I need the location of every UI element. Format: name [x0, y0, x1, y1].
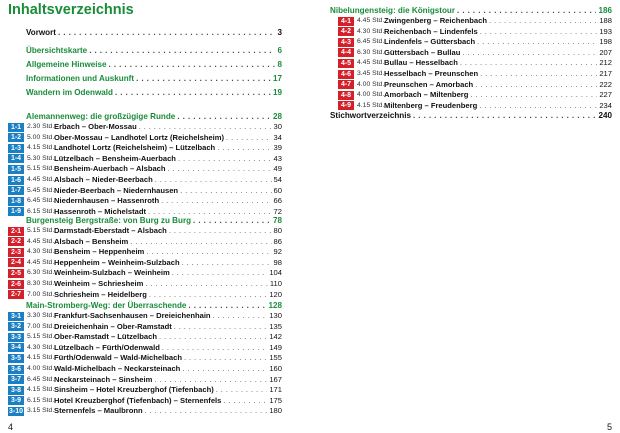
- route-name: Neckarsteinach – Sinsheim: [54, 374, 153, 384]
- entry-page: 8: [277, 60, 282, 69]
- route-name: Landhotel Lortz (Reichelsheim) – Lützelbach: [54, 143, 216, 153]
- route-name: Alsbach – Nieder-Beerbach: [54, 175, 153, 184]
- section-page: 78: [272, 216, 282, 225]
- route-page: 167: [269, 374, 282, 384]
- stage-badge: 3-10: [8, 407, 23, 415]
- stage-badge: 1-8: [8, 197, 24, 206]
- leader-dots: [162, 343, 267, 353]
- leader-dots: [58, 27, 276, 38]
- stage-badge: 4-9: [338, 101, 354, 110]
- leader-dots: [184, 353, 267, 363]
- page-number-left: 4: [8, 422, 14, 432]
- walk-time: 4.15 Std.: [27, 144, 55, 152]
- route-name: Bensheim – Heppenheim: [54, 247, 145, 257]
- route-entry[interactable]: [8, 406, 282, 416]
- leader-dots: [178, 154, 272, 164]
- route-entry[interactable]: [8, 353, 282, 363]
- route-name: Fürth/Odenwald – Wald-Michelbach: [54, 353, 182, 363]
- route-page: 160: [269, 364, 282, 373]
- stage-badge: 2-3: [8, 248, 24, 257]
- front-matter-entry[interactable]: [26, 27, 282, 38]
- leader-dots: [109, 59, 276, 70]
- route-entry[interactable]: [338, 58, 612, 68]
- stage-badge: 3-9: [8, 396, 24, 405]
- stage-badge: 1-9: [8, 207, 24, 216]
- index-entry[interactable]: [330, 110, 612, 121]
- route-page: 198: [599, 37, 612, 47]
- leader-dots: [139, 122, 272, 132]
- walk-time: 4.00 Std.: [357, 91, 385, 99]
- route-entry[interactable]: [8, 396, 282, 406]
- route-page: 227: [599, 90, 612, 100]
- route-name: Weinheim – Schriesheim: [54, 279, 144, 288]
- route-name: Niedernhausen – Hassenroth: [54, 196, 160, 206]
- route-entry[interactable]: [8, 237, 282, 247]
- section-title: Nibelungensteig: die Königstour: [330, 6, 456, 15]
- route-name: Lindenfels – Güttersbach: [384, 37, 476, 47]
- route-page: 135: [269, 321, 282, 331]
- page-title: Inhaltsverzeichnis: [8, 2, 134, 18]
- route-page: 110: [269, 279, 282, 288]
- route-entry[interactable]: [8, 154, 282, 164]
- route-name: Lützelbach – Bensheim-Auerbach: [54, 153, 176, 163]
- route-page: 207: [599, 47, 612, 57]
- route-entry[interactable]: [8, 343, 282, 353]
- route-page: 234: [599, 100, 612, 110]
- route-name: Hesselbach – Preunschen: [384, 69, 479, 78]
- route-name: Amorbach – Miltenberg: [384, 90, 469, 100]
- route-page: 30: [273, 122, 282, 131]
- leader-dots: [169, 226, 272, 236]
- leader-dots: [154, 375, 267, 385]
- route-entry[interactable]: [8, 175, 282, 185]
- stage-badge: 1-2: [8, 133, 24, 142]
- section-heading[interactable]: [26, 215, 282, 226]
- walk-time: 8.30 Std.: [27, 280, 55, 287]
- entry-page: 6: [277, 46, 282, 55]
- leader-dots: [168, 164, 272, 174]
- route-page: 120: [269, 289, 282, 299]
- route-entry[interactable]: [8, 311, 282, 321]
- route-entry[interactable]: [8, 143, 282, 153]
- walk-time: 2.30 Std.: [27, 123, 55, 130]
- entry-page: 3: [277, 28, 282, 37]
- leader-dots: [226, 133, 272, 143]
- leader-dots: [177, 111, 271, 122]
- section-heading[interactable]: [330, 5, 612, 16]
- walk-time: 7.00 Std.: [27, 290, 55, 298]
- route-entry[interactable]: [338, 16, 612, 26]
- stage-badge: 1-3: [8, 144, 24, 153]
- entry-page: 240: [598, 111, 612, 120]
- route-name: Miltenberg – Freudenberg: [384, 100, 478, 110]
- entry-title: Übersichtskarte: [26, 46, 88, 55]
- leader-dots: [413, 110, 597, 121]
- leader-dots: [130, 237, 271, 247]
- route-page: 188: [599, 16, 612, 25]
- route-name: Heppenheim – Weinheim-Sulzbach: [54, 257, 180, 267]
- section-page: 186: [598, 6, 612, 15]
- entry-title: Stichwortverzeichnis: [330, 111, 411, 120]
- leader-dots: [457, 5, 596, 16]
- route-page: 49: [273, 164, 282, 174]
- route-page: 80: [273, 226, 282, 235]
- walk-time: 5.15 Std.: [27, 227, 55, 234]
- leader-dots: [155, 175, 272, 185]
- walk-time: 4.45 Std.: [27, 176, 55, 183]
- route-page: 142: [269, 332, 282, 342]
- route-name: Ober-Ramstadt – Lützelbach: [54, 332, 157, 342]
- stage-badge: 1-1: [8, 123, 24, 132]
- route-page: 86: [273, 236, 282, 246]
- route-page: 43: [273, 153, 282, 163]
- entry-title: Vorwort: [26, 28, 56, 37]
- route-name: Ober-Mossau – Landhotel Lortz (Reichelsheim): [54, 132, 225, 142]
- section-title: Burgensteig Bergstraße: von Burg zu Burg: [26, 216, 192, 225]
- stage-badge: 1-6: [8, 176, 24, 185]
- route-name: Preunschen – Amorbach: [384, 79, 474, 89]
- entry-page: 17: [272, 74, 282, 83]
- route-name: Weinheim-Sulzbach – Weinheim: [54, 268, 170, 278]
- leader-dots: [193, 215, 271, 226]
- route-name: Wald-Michelbach – Neckarsteinach: [54, 364, 181, 373]
- leader-dots: [89, 45, 275, 56]
- route-entry[interactable]: [8, 322, 282, 332]
- leader-dots: [159, 332, 267, 342]
- route-name: Nieder-Beerbach – Niedernhausen: [54, 185, 179, 195]
- route-page: 60: [273, 185, 282, 195]
- stage-badge: 4-8: [338, 91, 354, 100]
- leader-dots: [475, 80, 597, 90]
- section-heading[interactable]: [26, 111, 282, 122]
- stage-badge: 3-7: [8, 375, 24, 384]
- route-page: 175: [269, 395, 282, 405]
- walk-time: 4.45 Std.: [357, 59, 385, 67]
- route-name: Hotel Kreuzberghof (Tiefenbach) – Sternenfels: [54, 395, 222, 405]
- route-name: Reichenbach – Lindenfels: [384, 26, 478, 36]
- route-entry[interactable]: [338, 90, 612, 100]
- walk-time: 3.15 Std.: [27, 407, 55, 415]
- front-matter-entry[interactable]: [26, 87, 282, 98]
- page-number-right: 5: [607, 422, 613, 432]
- route-entry[interactable]: [8, 226, 282, 236]
- route-page: 171: [269, 385, 282, 395]
- stage-badge: 2-5: [8, 269, 24, 278]
- leader-dots: [161, 196, 271, 206]
- walk-time: 4.45 Std.: [27, 258, 55, 266]
- route-entry[interactable]: [338, 80, 612, 90]
- entry-title: Informationen und Auskunft: [26, 74, 135, 83]
- leader-dots: [462, 48, 597, 58]
- leader-dots: [217, 143, 271, 153]
- walk-time: 6.45 Std.: [357, 38, 385, 46]
- route-entry[interactable]: [8, 385, 282, 395]
- stage-badge: 4-7: [338, 80, 354, 89]
- walk-time: 4.00 Std.: [357, 80, 385, 88]
- route-entry[interactable]: [8, 258, 282, 268]
- front-matter-entry[interactable]: [26, 73, 282, 84]
- leader-dots: [146, 247, 271, 257]
- route-name: Güttersbach – Bullau: [384, 47, 461, 57]
- walk-time: 4.00 Std.: [27, 365, 55, 372]
- walk-time: 4.15 Std.: [357, 101, 385, 109]
- walk-time: 7.00 Std.: [27, 322, 55, 330]
- stage-badge: 2-2: [8, 237, 24, 246]
- route-page: 98: [273, 257, 282, 267]
- route-name: Bullau – Hesselbach: [384, 58, 458, 68]
- walk-time: 4.15 Std.: [27, 354, 55, 362]
- walk-time: 3.45 Std.: [357, 70, 385, 77]
- stage-badge: 1-5: [8, 165, 24, 174]
- leader-dots: [145, 406, 268, 416]
- route-page: 92: [273, 247, 282, 257]
- route-page: 34: [273, 132, 282, 142]
- stage-badge: 4-1: [338, 17, 354, 26]
- entry-title: Wandern im Odenwald: [26, 88, 113, 97]
- stage-badge: 3-3: [8, 333, 24, 342]
- leader-dots: [480, 27, 598, 37]
- leader-dots: [477, 37, 597, 47]
- route-name: Lützelbach – Fürth/Odenwald: [54, 342, 160, 352]
- walk-time: 3.30 Std.: [27, 312, 55, 319]
- leader-dots: [460, 58, 597, 68]
- leader-dots: [213, 311, 268, 321]
- walk-time: 6.45 Std.: [27, 375, 55, 383]
- walk-time: 6.15 Std.: [27, 396, 55, 404]
- stage-badge: 3-4: [8, 343, 24, 352]
- stage-badge: 4-6: [338, 70, 354, 79]
- section-page: 28: [272, 112, 282, 121]
- route-name: Frankfurt-Sachsenhausen – Dreieichenhain: [54, 311, 211, 320]
- route-entry[interactable]: [338, 27, 612, 37]
- leader-dots: [182, 258, 272, 268]
- stage-badge: 1-4: [8, 154, 24, 163]
- walk-time: 4.30 Std.: [27, 343, 55, 351]
- route-entry[interactable]: [8, 375, 282, 385]
- route-page: 212: [599, 58, 612, 68]
- route-page: 155: [269, 353, 282, 363]
- route-name: Sternenfels – Maulbronn: [54, 406, 143, 416]
- entry-page: 19: [272, 88, 282, 97]
- route-page: 104: [269, 268, 282, 278]
- leader-dots: [480, 69, 597, 79]
- route-page: 193: [599, 26, 612, 36]
- section-heading[interactable]: [26, 300, 282, 311]
- stage-badge: 3-5: [8, 354, 24, 363]
- route-page: 72: [273, 206, 282, 216]
- walk-time: 4.45 Std.: [27, 237, 55, 245]
- route-page: 149: [269, 342, 282, 352]
- route-page: 39: [273, 143, 282, 153]
- route-page: 222: [599, 79, 612, 89]
- walk-time: 4.30 Std.: [27, 248, 55, 256]
- route-entry[interactable]: [8, 268, 282, 278]
- leader-dots: [470, 90, 597, 100]
- route-page: 54: [273, 175, 282, 184]
- walk-time: 4.30 Std.: [357, 27, 385, 35]
- leader-dots: [172, 268, 268, 278]
- leader-dots: [223, 396, 267, 406]
- route-name: Bensheim-Auerbach – Alsbach: [54, 164, 166, 174]
- right-page: [310, 0, 620, 433]
- walk-time: 5.45 Std.: [27, 186, 55, 194]
- stage-badge: 3-6: [8, 365, 24, 374]
- leader-dots: [145, 279, 268, 289]
- leader-dots: [174, 322, 268, 332]
- stage-badge: 4-3: [338, 38, 354, 47]
- stage-badge: 3-8: [8, 386, 24, 395]
- route-entry[interactable]: [8, 164, 282, 174]
- entry-title: Allgemeine Hinweise: [26, 60, 107, 69]
- walk-time: 4.45 Std.: [357, 17, 385, 24]
- route-entry[interactable]: [8, 122, 282, 132]
- route-name: Erbach – Ober-Mossau: [54, 122, 137, 131]
- stage-badge: 4-2: [338, 27, 354, 36]
- route-page: 66: [273, 196, 282, 206]
- walk-time: 5.15 Std.: [27, 165, 55, 173]
- route-page: 180: [269, 406, 282, 416]
- stage-badge: 4-4: [338, 48, 354, 57]
- route-page: 217: [599, 69, 612, 78]
- leader-dots: [136, 73, 271, 84]
- walk-time: 6.45 Std.: [27, 197, 55, 205]
- route-entry[interactable]: [8, 133, 282, 143]
- walk-time: 6.30 Std.: [27, 269, 55, 277]
- route-name: Alsbach – Bensheim: [54, 236, 129, 246]
- route-name: Darmstadt-Eberstadt – Alsbach: [54, 226, 167, 235]
- leader-dots: [180, 186, 271, 196]
- front-matter-entry[interactable]: [26, 45, 282, 56]
- leader-dots: [115, 87, 271, 98]
- route-entry[interactable]: [338, 69, 612, 79]
- route-name: Dreieichenhain – Ober-Ramstadt: [54, 321, 172, 331]
- route-entry[interactable]: [8, 247, 282, 257]
- stage-badge: 4-5: [338, 59, 354, 68]
- route-entry[interactable]: [8, 290, 282, 300]
- walk-time: 6.15 Std.: [27, 207, 55, 215]
- stage-badge: 3-1: [8, 312, 24, 321]
- stage-badge: 3-2: [8, 322, 24, 331]
- stage-badge: 1-7: [8, 186, 24, 195]
- route-name: Sinsheim – Hotel Kreuzberghof (Tiefenbach): [54, 385, 214, 395]
- route-entry[interactable]: [338, 37, 612, 47]
- route-name: Zwingenberg – Reichenbach: [384, 16, 487, 25]
- section-title: Main-Stromberg-Weg: der Überraschende: [26, 301, 187, 310]
- walk-time: 5.00 Std.: [27, 133, 55, 141]
- route-page: 130: [269, 311, 282, 320]
- leader-dots: [216, 385, 268, 395]
- route-name: Schriesheim – Heidelberg: [54, 289, 147, 299]
- stage-badge: 2-1: [8, 227, 24, 236]
- stage-badge: 2-6: [8, 280, 24, 289]
- route-entry[interactable]: [338, 48, 612, 58]
- route-entry[interactable]: [8, 279, 282, 289]
- section-page: 128: [268, 301, 282, 310]
- stage-badge: 2-7: [8, 290, 24, 299]
- walk-time: 6.30 Std.: [357, 48, 385, 56]
- section-title: Alemannenweg: die großzügige Runde: [26, 112, 176, 121]
- walk-time: 5.15 Std.: [27, 333, 55, 341]
- walk-time: 4.15 Std.: [27, 386, 55, 394]
- route-name: Hassenroth – Michelstadt: [54, 206, 146, 216]
- route-entry[interactable]: [8, 364, 282, 374]
- front-matter-entry[interactable]: [26, 59, 282, 70]
- route-entry[interactable]: [8, 332, 282, 342]
- stage-badge: 2-4: [8, 258, 24, 267]
- route-entry[interactable]: [8, 186, 282, 196]
- route-entry[interactable]: [8, 196, 282, 206]
- leader-dots: [182, 364, 267, 374]
- leader-dots: [188, 300, 266, 311]
- walk-time: 5.30 Std.: [27, 154, 55, 162]
- leader-dots: [149, 290, 267, 300]
- leader-dots: [489, 16, 597, 26]
